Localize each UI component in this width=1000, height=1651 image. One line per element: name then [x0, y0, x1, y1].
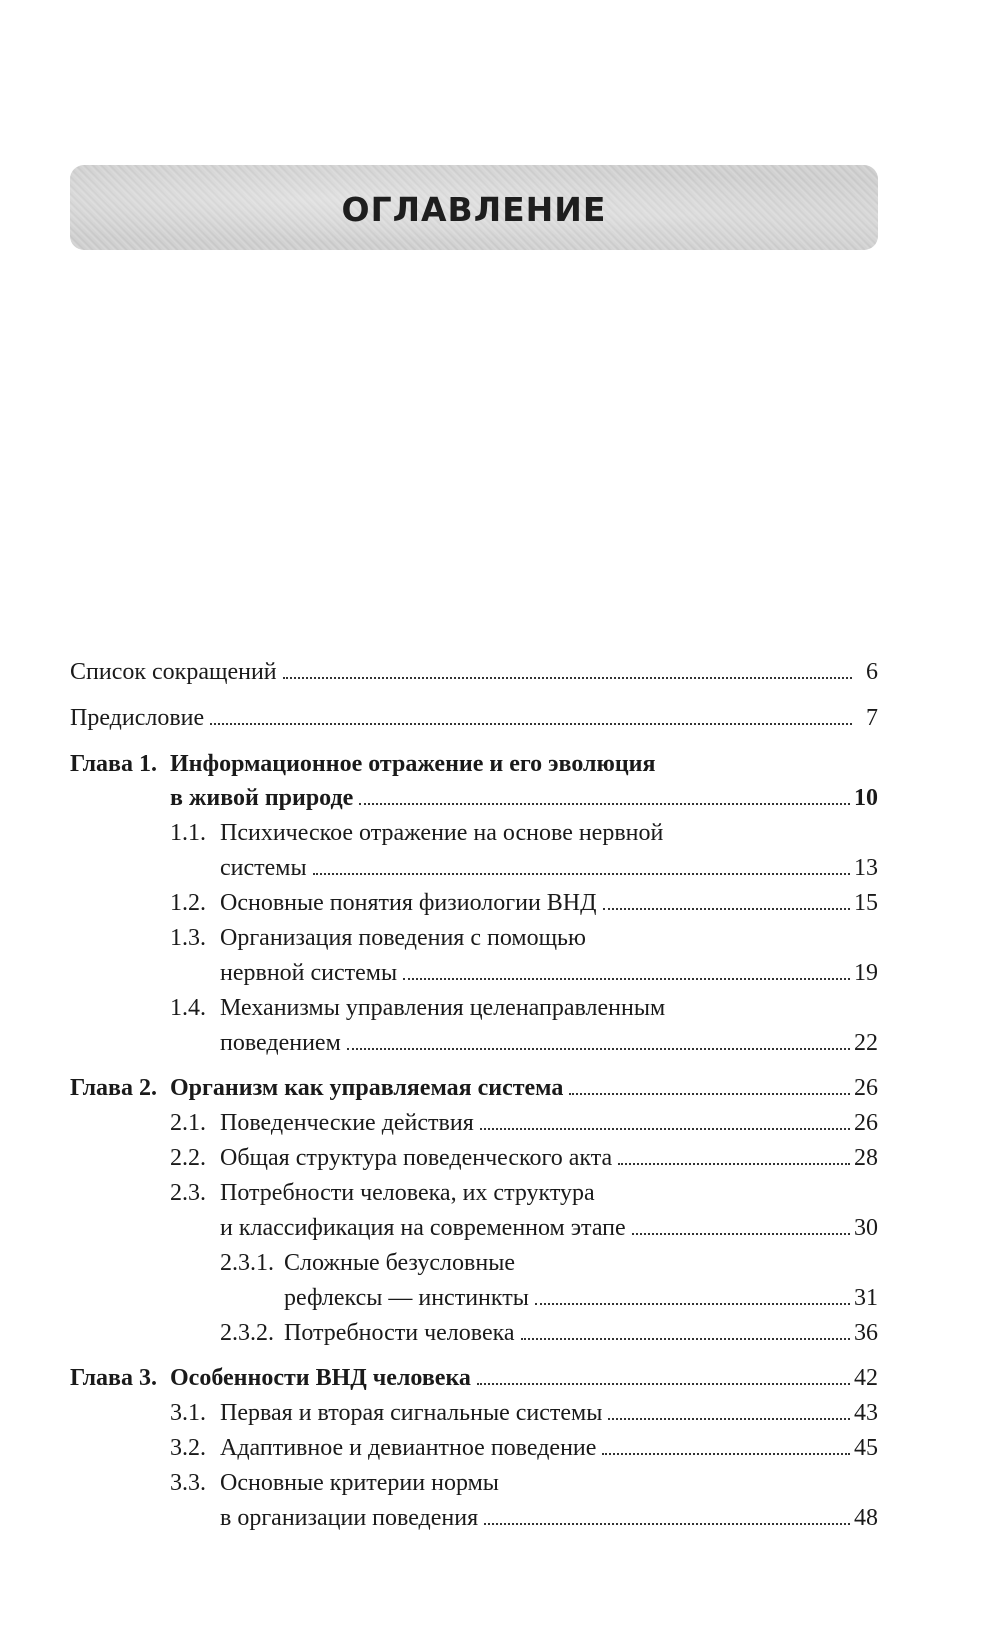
toc-entry-page: 45	[854, 1435, 878, 1461]
section-title: Адаптивное и девиантное поведение	[220, 1435, 597, 1461]
toc-section-line-1[interactable]	[170, 1468, 878, 1498]
toc-section-line-1[interactable]	[170, 818, 878, 848]
toc-leader-dots	[347, 1046, 850, 1050]
toc-chapter[interactable]	[70, 1363, 878, 1393]
section-title: Основные понятия физиологии ВНД	[220, 890, 597, 916]
section-title-line-1: Психическое отражение на основе нервной	[220, 820, 664, 846]
toc-entry-page: 6	[866, 659, 878, 685]
section-title-line-1: Организация поведения с помощью	[220, 925, 586, 951]
toc-entry-page: 19	[854, 960, 878, 986]
section-title-line-1: Основные критерии нормы	[220, 1470, 499, 1496]
section-number: 1.2.	[170, 890, 206, 916]
subsection-title-line-2: рефлексы — инстинкты	[284, 1285, 529, 1311]
section-title: Поведенческие действия	[220, 1110, 474, 1136]
chapter-number: Глава 2.	[70, 1075, 157, 1101]
toc-entry[interactable]	[70, 703, 878, 733]
toc-section-line-2[interactable]	[220, 1028, 878, 1058]
toc-section-line-2[interactable]	[220, 958, 878, 988]
toc-entry-page: 15	[854, 890, 878, 916]
section-number: 3.2.	[170, 1435, 206, 1461]
section-title-line-1: Потребности человека, их структура	[220, 1180, 595, 1206]
toc-section-line-1[interactable]	[170, 923, 878, 953]
toc-entry-page: 30	[854, 1215, 878, 1241]
chapter-title-line-1: Информационное отражение и его эволюция	[170, 751, 656, 777]
toc-chapter-line-2[interactable]	[170, 783, 878, 813]
toc-leader-dots	[313, 871, 850, 875]
toc-section[interactable]	[170, 888, 878, 918]
page-title: ОГЛАВЛЕНИЕ	[341, 190, 607, 229]
toc-leader-dots	[210, 721, 852, 725]
chapter-number: Глава 1.	[70, 751, 157, 777]
section-number: 3.1.	[170, 1400, 206, 1426]
section-number: 1.1.	[170, 820, 206, 846]
toc-leader-dots	[283, 675, 852, 679]
toc-leader-dots	[535, 1301, 850, 1305]
toc-section[interactable]	[170, 1433, 878, 1463]
section-title-line-2: нервной системы	[220, 960, 398, 986]
toc-entry-title: Предисловие	[70, 705, 205, 731]
section-title-line-2: в организации поведения	[220, 1505, 479, 1531]
toc-entry-page: 7	[866, 705, 878, 731]
toc-entry-page: 48	[854, 1505, 878, 1531]
toc-entry-page: 43	[854, 1400, 878, 1426]
toc-leader-dots	[603, 906, 851, 910]
toc-entry-page: 42	[854, 1365, 878, 1391]
section-title: Первая и вторая сигнальные системы	[220, 1400, 603, 1426]
subsection-title: Потребности человека	[284, 1320, 515, 1346]
subsection-number: 2.3.1.	[220, 1250, 274, 1276]
toc-leader-dots	[480, 1126, 850, 1130]
toc-leader-dots	[608, 1416, 850, 1420]
section-title-line-2: поведением	[220, 1030, 341, 1056]
toc-entry-page: 10	[854, 785, 878, 811]
toc-leader-dots	[403, 976, 850, 980]
toc-entry-page: 22	[854, 1030, 878, 1056]
toc-entry-page: 28	[854, 1145, 878, 1171]
section-number: 1.4.	[170, 995, 206, 1021]
subsection-title-line-1: Сложные безусловные	[284, 1250, 515, 1276]
toc-leader-dots	[359, 801, 850, 805]
toc-chapter[interactable]	[70, 1073, 878, 1103]
toc-entry-page: 26	[854, 1075, 878, 1101]
toc-chapter-line-1[interactable]	[70, 749, 878, 779]
section-number: 2.2.	[170, 1145, 206, 1171]
section-title-line-2: системы	[220, 855, 307, 881]
toc-section[interactable]	[170, 1108, 878, 1138]
toc-entry-page: 13	[854, 855, 878, 881]
toc-entry[interactable]	[70, 657, 878, 687]
toc-subsection-line-2[interactable]	[284, 1283, 878, 1313]
toc-entry-page: 26	[854, 1110, 878, 1136]
chapter-number: Глава 3.	[70, 1365, 157, 1391]
chapter-title: Организм как управляемая система	[170, 1075, 564, 1101]
toc-leader-dots	[484, 1521, 850, 1525]
toc-section[interactable]	[170, 1398, 878, 1428]
toc-leader-dots	[632, 1231, 850, 1235]
toc-entry-page: 36	[854, 1320, 878, 1346]
section-number: 2.3.	[170, 1180, 206, 1206]
toc-leader-dots	[569, 1091, 850, 1095]
section-title-line-2: и классификация на современном этапе	[220, 1215, 626, 1241]
toc-leader-dots	[477, 1381, 850, 1385]
toc-section-line-1[interactable]	[170, 1178, 878, 1208]
toc-section-line-2[interactable]	[220, 853, 878, 883]
section-number: 2.1.	[170, 1110, 206, 1136]
section-number: 3.3.	[170, 1470, 206, 1496]
section-title: Общая структура поведенческого акта	[220, 1145, 613, 1171]
subsection-number: 2.3.2.	[220, 1320, 274, 1346]
chapter-title: Особенности ВНД человека	[170, 1365, 471, 1391]
section-title-line-1: Механизмы управления целенаправленным	[220, 995, 666, 1021]
toc-subsection[interactable]	[220, 1318, 878, 1348]
toc-section-line-2[interactable]	[220, 1503, 878, 1533]
toc-heading-banner	[70, 165, 878, 250]
section-number: 1.3.	[170, 925, 206, 951]
chapter-title-line-2: в живой природе	[170, 785, 354, 811]
toc-subsection-line-1[interactable]	[220, 1248, 878, 1278]
toc-section[interactable]	[170, 1143, 878, 1173]
toc-entry-title: Список сокращений	[70, 659, 277, 685]
toc-entry-page: 31	[854, 1285, 878, 1311]
toc-leader-dots	[618, 1161, 850, 1165]
toc-section-line-1[interactable]	[170, 993, 878, 1023]
toc-leader-dots	[602, 1451, 850, 1455]
toc-section-line-2[interactable]	[220, 1213, 878, 1243]
toc-leader-dots	[521, 1336, 850, 1340]
